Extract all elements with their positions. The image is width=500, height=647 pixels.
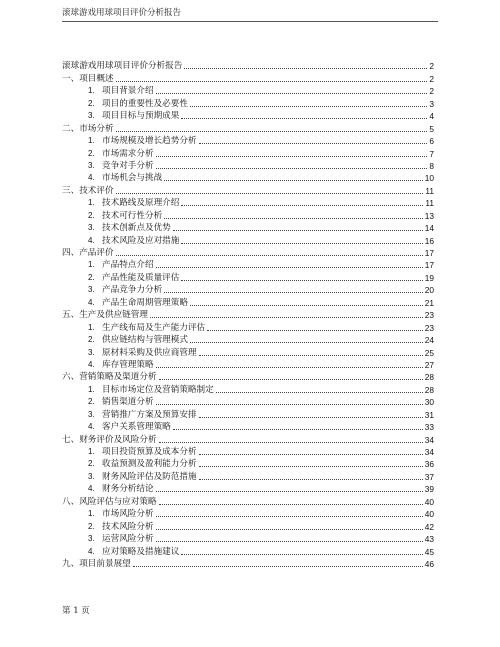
toc-entry-page: 30	[424, 397, 434, 408]
toc-dot-leader	[181, 242, 422, 244]
toc-entry-number: 1.	[88, 86, 95, 96]
toc-entry[interactable]	[62, 172, 434, 184]
toc-entry[interactable]	[62, 371, 434, 383]
toc-entry-number: 3.	[88, 534, 95, 544]
toc-entry-number: 2.	[88, 148, 95, 158]
toc-entry-number: 2.	[88, 210, 95, 220]
toc-entry-page: 8	[429, 160, 434, 171]
toc-entry-label: 竞争对手分析	[102, 160, 154, 171]
toc-entry-page: 2	[429, 73, 434, 84]
toc-entry[interactable]	[62, 296, 434, 308]
toc-entry-label: 生产线布局及生产能力评估	[102, 322, 206, 333]
toc-entry[interactable]	[62, 483, 434, 495]
toc-entry[interactable]	[62, 421, 434, 433]
toc-entry-label: 运营风险分析	[102, 534, 154, 545]
toc-entry[interactable]	[62, 97, 434, 109]
toc-entry-page: 14	[424, 223, 434, 234]
toc-entry-page: 37	[424, 471, 434, 482]
toc-entry-page: 23	[424, 322, 434, 333]
toc-entry-label: 产品竞争力分析	[102, 285, 163, 296]
toc-entry-number: 4.	[88, 546, 95, 556]
toc-entry-number: 2.	[88, 459, 95, 469]
toc-dot-leader	[116, 80, 428, 82]
toc-entry-number: 3.	[88, 223, 95, 233]
toc-entry[interactable]	[62, 184, 434, 196]
toc-dot-leader	[199, 465, 423, 467]
page-header: 滚球游戏用球项目评价分析报告	[62, 6, 438, 22]
toc-entry-label: 收益预测及盈利能力分析	[102, 459, 197, 470]
toc-dot-leader	[156, 155, 428, 157]
toc-entry-page: 43	[424, 534, 434, 545]
toc-entry-page: 24	[424, 335, 434, 346]
toc-entry-page: 45	[424, 546, 434, 557]
toc-entry-number: 3.	[88, 409, 95, 419]
toc-entry-page: 20	[424, 285, 434, 296]
toc-entry-page: 28	[424, 384, 434, 395]
toc-dot-leader	[159, 441, 423, 443]
toc-dot-leader	[207, 329, 423, 331]
toc-entry-label: 产品性能及质量评估	[102, 272, 180, 283]
toc-dot-leader	[181, 117, 427, 119]
toc-dot-leader	[181, 279, 422, 281]
toc-dot-leader	[156, 167, 428, 169]
toc-entry-label: 技术路线及原理介绍	[102, 198, 180, 209]
toc-dot-leader	[150, 316, 423, 318]
toc-entry-label: 库存管理策略	[102, 359, 154, 370]
toc-entry-label: 技术可行性分析	[102, 210, 163, 221]
toc-entry-number: 1.	[88, 136, 95, 146]
toc-entry[interactable]	[62, 284, 434, 296]
toc-entry-label: 产品生命周期管理策略	[102, 297, 188, 308]
toc-entry-page: 34	[424, 447, 434, 457]
toc-entry[interactable]	[62, 558, 434, 570]
toc-entry-label: 客户关系管理策略	[102, 422, 171, 433]
toc-entry-label: 销售渠道分析	[102, 397, 154, 408]
toc-entry-label: 市场机会与挑战	[102, 173, 163, 184]
toc-dot-leader	[199, 142, 428, 144]
toc-entry-page: 42	[424, 521, 434, 532]
toc-entry[interactable]	[62, 545, 434, 557]
toc-dot-leader	[156, 515, 423, 517]
toc-entry-label: 八、风险评估与应对策略	[62, 496, 157, 507]
toc-entry-label: 六、营销策略及渠道分析	[62, 372, 157, 383]
toc-entry-label: 财务风险评估及防范措施	[102, 471, 197, 482]
toc-entry[interactable]	[62, 359, 434, 371]
toc-entry-label: 五、生产及供应链管理	[62, 310, 148, 321]
toc-dot-leader	[116, 130, 428, 132]
toc-dot-leader	[156, 540, 423, 542]
toc-dot-leader	[199, 416, 423, 418]
toc-entry-label: 营销推广方案及预算安排	[102, 409, 197, 420]
toc-entry-number: 3.	[88, 111, 95, 121]
toc-entry-label: 市场规模及增长趋势分析	[102, 136, 197, 147]
table-of-contents	[62, 60, 434, 570]
toc-entry-number: 2.	[88, 335, 95, 345]
toc-dot-leader	[164, 179, 423, 181]
toc-entry[interactable]	[62, 458, 434, 470]
toc-entry[interactable]	[62, 433, 434, 445]
toc-entry-page: 13	[424, 210, 434, 221]
toc-entry[interactable]	[62, 309, 434, 321]
toc-entry[interactable]	[62, 446, 434, 458]
toc-entry[interactable]	[62, 135, 434, 147]
toc-entry-page: 19	[424, 272, 434, 283]
toc-entry[interactable]	[62, 72, 434, 84]
toc-entry-page: 5	[429, 123, 434, 134]
toc-entry-number: 2.	[88, 397, 95, 407]
toc-entry-number: 3.	[88, 285, 95, 295]
toc-dot-leader	[199, 478, 423, 480]
toc-entry[interactable]	[62, 85, 434, 97]
toc-entry-number: 4.	[88, 359, 95, 369]
toc-entry-page: 6	[429, 136, 434, 147]
toc-entry[interactable]	[62, 346, 434, 358]
toc-entry[interactable]	[62, 147, 434, 159]
toc-entry-label: 财务分析结论	[102, 484, 154, 495]
toc-entry[interactable]	[62, 321, 434, 333]
toc-entry-label: 二、市场分析	[62, 123, 114, 134]
toc-entry-page: 36	[424, 459, 434, 470]
toc-entry-page: 40	[424, 509, 434, 520]
toc-entry-number: 4.	[88, 484, 95, 494]
toc-entry-label: 技术风险分析	[102, 521, 154, 532]
toc-entry-label: 市场需求分析	[102, 148, 154, 159]
toc-entry-label: 项目背景介绍	[102, 86, 154, 97]
toc-dot-leader	[190, 105, 427, 107]
toc-entry-page: 23	[424, 310, 434, 321]
toc-dot-leader	[159, 378, 423, 380]
toc-dot-leader	[156, 366, 423, 368]
toc-entry-page: 4	[429, 111, 434, 122]
toc-dot-leader	[164, 217, 423, 219]
toc-entry-label: 七、财务评价及风险分析	[62, 434, 157, 445]
toc-entry[interactable]	[62, 408, 434, 420]
toc-entry-label: 市场风险分析	[102, 509, 154, 520]
toc-entry-label: 原材料采购及供应商管理	[102, 347, 197, 358]
toc-dot-leader	[156, 528, 423, 530]
toc-entry-label: 供应链结构与管理模式	[102, 335, 188, 346]
toc-entry-label: 三、技术评价	[62, 185, 114, 196]
toc-entry[interactable]	[62, 234, 434, 246]
toc-entry[interactable]	[62, 197, 434, 209]
toc-dot-leader	[173, 229, 423, 231]
toc-entry-label: 项目投资预算及成本分析	[102, 447, 197, 457]
toc-entry-number: 3.	[88, 471, 95, 481]
toc-dot-leader	[156, 92, 428, 94]
toc-entry-label: 技术创新点及优势	[102, 223, 171, 234]
toc-dot-leader	[156, 266, 423, 268]
toc-entry[interactable]	[62, 209, 434, 221]
toc-entry-number: 1.	[88, 384, 95, 394]
toc-entry-label: 项目目标与预期成果	[102, 111, 180, 122]
toc-entry[interactable]	[62, 160, 434, 172]
toc-entry[interactable]	[62, 110, 434, 122]
toc-entry-label: 目标市场定位及营销策略制定	[102, 384, 214, 395]
toc-entry-page: 11	[425, 198, 434, 209]
toc-entry-number: 4.	[88, 235, 95, 245]
toc-entry-page: 28	[424, 372, 434, 383]
toc-entry-page: 2	[429, 61, 434, 72]
toc-dot-leader	[216, 391, 423, 393]
toc-entry[interactable]	[62, 122, 434, 134]
toc-entry-page: 21	[424, 297, 434, 308]
toc-entry-label: 产品特点介绍	[102, 260, 154, 271]
toc-entry-number: 2.	[88, 272, 95, 282]
toc-entry-number: 1.	[88, 260, 95, 270]
toc-entry-page: 46	[424, 558, 434, 569]
toc-entry-number: 1.	[88, 198, 95, 208]
toc-dot-leader	[181, 553, 422, 555]
toc-entry-label: 九、项目前景展望	[62, 558, 131, 569]
toc-entry[interactable]	[62, 247, 434, 259]
toc-entry[interactable]	[62, 271, 434, 283]
toc-dot-leader	[184, 67, 427, 69]
toc-entry-label: 滚球游戏用球项目评价分析报告	[62, 61, 183, 72]
toc-entry-label: 四、产品评价	[62, 248, 114, 258]
toc-dot-leader	[133, 565, 423, 567]
toc-entry-number: 1.	[88, 322, 95, 332]
toc-entry-page: 39	[424, 484, 434, 495]
toc-entry[interactable]	[62, 508, 434, 520]
toc-entry-number: 2.	[88, 98, 95, 108]
toc-dot-leader	[116, 192, 424, 194]
toc-entry-page: 27	[424, 359, 434, 370]
toc-entry-page: 16	[424, 235, 434, 246]
toc-dot-leader	[199, 354, 423, 356]
toc-entry-page: 31	[424, 409, 434, 420]
toc-entry[interactable]	[62, 470, 434, 482]
toc-dot-leader	[190, 304, 423, 306]
toc-entry-label: 技术风险及应对措施	[102, 235, 180, 246]
toc-dot-leader	[173, 428, 423, 430]
toc-dot-leader	[156, 403, 423, 405]
toc-entry[interactable]	[62, 396, 434, 408]
toc-entry-label: 项目的重要性及必要性	[102, 98, 188, 109]
toc-entry[interactable]	[62, 60, 434, 72]
toc-entry[interactable]	[62, 334, 434, 346]
toc-entry-page: 34	[424, 434, 434, 445]
toc-entry[interactable]	[62, 383, 434, 395]
toc-entry-number: 4.	[88, 173, 95, 183]
toc-entry-page: 10	[424, 173, 434, 184]
toc-entry-number: 4.	[88, 422, 95, 432]
toc-dot-leader	[116, 254, 423, 256]
toc-entry-page: 17	[424, 248, 434, 258]
toc-dot-leader	[190, 341, 423, 343]
page-number: 第 1 页	[62, 606, 90, 616]
toc-entry-page: 11	[425, 185, 434, 196]
toc-dot-leader	[199, 453, 423, 455]
toc-entry-number: 3.	[88, 347, 95, 357]
toc-entry[interactable]	[62, 259, 434, 271]
toc-entry-page: 7	[429, 148, 434, 159]
toc-entry-number: 1.	[88, 447, 95, 456]
toc-entry-page: 17	[424, 260, 434, 271]
toc-entry-number: 2.	[88, 521, 95, 531]
toc-entry[interactable]	[62, 520, 434, 532]
toc-entry-label: 一、项目概述	[62, 73, 114, 84]
toc-entry[interactable]	[62, 533, 434, 545]
toc-entry-label: 应对策略及措施建议	[102, 546, 180, 557]
toc-dot-leader	[181, 204, 423, 206]
toc-entry-page: 33	[424, 422, 434, 433]
toc-entry-page: 2	[429, 86, 434, 97]
toc-entry[interactable]	[62, 495, 434, 507]
toc-entry[interactable]	[62, 222, 434, 234]
toc-dot-leader	[164, 291, 423, 293]
toc-entry-page: 25	[424, 347, 434, 358]
toc-entry-page: 40	[424, 496, 434, 507]
toc-dot-leader	[159, 503, 423, 505]
toc-entry-page: 3	[429, 98, 434, 109]
toc-entry-number: 1.	[88, 509, 95, 519]
toc-entry-number: 4.	[88, 297, 95, 307]
toc-dot-leader	[156, 490, 423, 492]
toc-entry-number: 3.	[88, 160, 95, 170]
